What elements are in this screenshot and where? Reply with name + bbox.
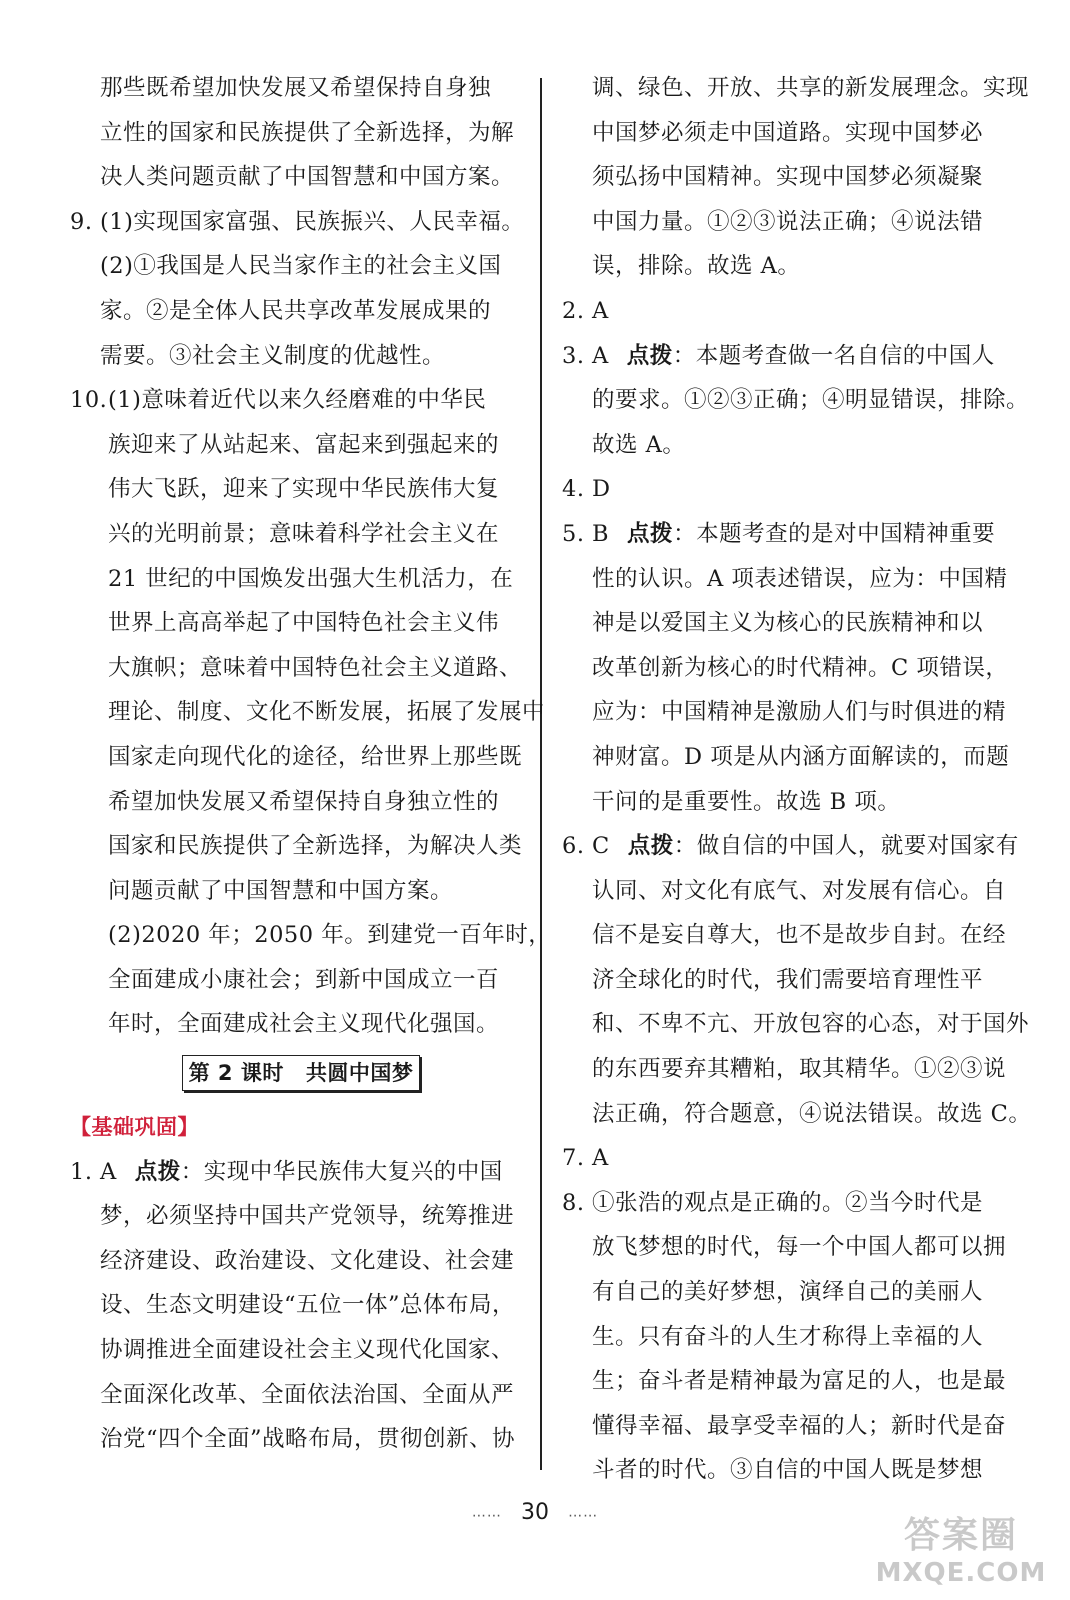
text-line: 治党“四个全面”战略布局，贯彻创新、协 [100,1426,516,1453]
text-line: 性的认识。A 项表述错误，应为：中国精 [592,565,1008,592]
text-line: 决人类问题贡献了中国智慧和中国方案。 [100,164,515,191]
answer-letter: A [100,1158,117,1185]
text-line: (2)①我国是人民当家作主的社会主义国 [100,253,502,280]
text-line: 协调推进全面建设社会主义现代化国家、 [100,1337,515,1364]
watermark-url: MXQE.COM [875,1558,1047,1588]
footer-dots-left: …… [471,1504,502,1521]
answer-letter: D [592,476,611,503]
text-line: 21 世纪的中国焕发出强大生机活力，在 [108,565,514,592]
text-line: 误，排除。故选 A。 [592,253,801,280]
text-line: 生。只有奋斗的人生才称得上幸福的人 [592,1323,984,1350]
lesson-name: 共圆中国梦 [305,1061,414,1086]
question-6-line [562,824,1019,869]
answer-letter: A [592,342,609,369]
text-line: 问题贡献了中国智慧和中国方案。 [108,877,454,904]
text-line: 济全球化的时代，我们需要培育理性平 [592,966,984,993]
text-line: 全面建成小康社会；到新中国成立一百 [108,966,500,993]
column-divider [540,78,542,1470]
text-line: 应为：中国精神是激励人们与时俱进的精 [592,699,1007,726]
text-line: 放飞梦想的时代，每一个中国人都可以拥 [592,1234,1007,1261]
text-line: 的要求。①②③正确；④明显错误，排除。 [592,387,1030,414]
answer-letter: A [592,297,609,324]
text-line: 世界上高高举起了中国特色社会主义伟 [108,610,500,637]
question-10-line [70,378,532,423]
text-line: 和、不卑不亢、开放包容的心态，对于国外 [592,1011,1030,1038]
question-number: 3. [562,342,585,369]
tip-label: 点拨 [627,520,674,547]
text-line: 中国梦必须走中国道路。实现中国梦必 [592,119,984,146]
text-line: 改革创新为核心的时代精神。C 项错误， [592,654,1009,681]
text-line: 全面深化改革、全面依法治国、全面从严 [100,1381,515,1408]
answer-letter: A [592,1145,609,1172]
text-line: 神是以爱国主义为核心的民族精神和以 [592,610,984,637]
text-line: 大旗帜；意味着中国特色社会主义道路、 [108,654,523,681]
question-number: 1. [70,1158,93,1185]
text-line: 认同、对文化有底气、对发展有信心。自 [592,877,1007,904]
answer-text: (1)实现国家富强、民族振兴、人民幸福。 [100,208,525,235]
question-2-line [562,289,1014,334]
lesson-title [182,1055,421,1091]
text-line: 故选 A。 [592,431,686,458]
text-line: 中国力量。①②③说法正确；④说法错 [592,208,984,235]
text-line: 干问的是重要性。故选 B 项。 [592,788,901,815]
tip-label: 点拨 [626,342,673,369]
answer-text: ：本题考查做一名自信的中国人 [672,342,995,369]
text-line: 国家和民族提供了全新选择，为解决人类 [108,833,523,860]
question-number: 10. [70,387,108,414]
answer-letter: C [592,833,610,860]
question-number: 5. [562,520,585,547]
text-line: 法正确，符合题意，④说法错误。故选 C。 [592,1100,1032,1127]
text-line: 信不是妄自尊大，也不是故步自封。在经 [592,922,1007,949]
question-number: 7. [562,1145,585,1172]
watermark-logo [866,1514,1056,1594]
answer-letter: B [592,520,610,547]
text-line: 年时，全面建成社会主义现代化强国。 [108,1011,500,1038]
text-line: 的东西要弃其糟粕，取其精华。①②③说 [592,1056,1007,1083]
right-column [562,66,1032,1493]
footer-dots-right: …… [568,1504,599,1521]
answer-text: ：实现中华民族伟大复兴的中国 [180,1158,503,1185]
lesson-title-container [70,1047,532,1105]
page-number: 30 [521,1500,549,1525]
question-4-line [562,467,1014,512]
text-line: 立性的国家和民族提供了全新选择，为解 [100,119,515,146]
question-5-line [562,512,1014,557]
question-number: 6. [562,833,585,860]
text-line: 理论、制度、文化不断发展，拓展了发展中 [108,699,546,726]
text-line: 斗者的时代。③自信的中国人既是梦想 [592,1457,984,1484]
text-line: 懂得幸福、最享受幸福的人；新时代是奋 [592,1412,1007,1439]
text-line: 神财富。D 项是从内涵方面解读的，而题 [592,743,1010,770]
section-tag: 【基础巩固】 [70,1115,199,1140]
answer-text: ①张浩的观点是正确的。②当今时代是 [592,1189,984,1216]
text-line: 伟大飞跃，迎来了实现中华民族伟大复 [108,476,500,503]
text-line: 兴的光明前景；意味着科学社会主义在 [108,520,500,547]
text-line: 希望加快发展又希望保持自身独立性的 [108,788,500,815]
text-line: 家。②是全体人民共享改革发展成果的 [100,297,492,324]
left-column [70,66,552,1462]
text-line: 梦，必须坚持中国共产党领导，统筹推进 [100,1203,515,1230]
question-1-line [70,1150,532,1195]
question-9-line [70,200,532,245]
text-line: 经济建设、政治建设、文化建设、社会建 [100,1247,515,1274]
text-line: 有自己的美好梦想，演绎自己的美丽人 [592,1279,984,1306]
answer-text: ：本题考查的是对中国精神重要 [673,520,996,547]
question-number: 2. [562,297,585,324]
text-line: 需要。③社会主义制度的优越性。 [100,342,446,369]
question-3-line [562,334,1014,379]
lesson-number: 第 2 课时 [188,1061,284,1086]
text-line: 族迎来了从站起来、富起来到强起来的 [108,431,500,458]
tip-label: 点拨 [627,833,674,860]
question-8-line [562,1181,1014,1226]
question-7-line [562,1136,1014,1181]
text-line: 那些既希望加快发展又希望保持自身独 [100,75,492,101]
text-line: (2)2020 年；2050 年。到建党一百年时， [108,922,552,949]
question-number: 8. [562,1189,585,1216]
watermark-title: 答案圈 [903,1515,1018,1556]
text-line: 设、生态文明建设“五位一体”总体布局， [100,1292,516,1319]
answer-text: (1)意味着近代以来久经磨难的中华民 [108,387,487,414]
question-number: 9. [70,208,93,235]
text-line: 国家走向现代化的途径，给世界上那些既 [108,743,523,770]
text-line: 调、绿色、开放、共享的新发展理念。实现 [592,75,1030,101]
question-number: 4. [562,476,585,503]
tip-label: 点拨 [134,1158,181,1185]
text-line: 生；奋斗者是精神最为富足的人，也是最 [592,1368,1007,1395]
answer-text: ：做自信的中国人，就要对国家有 [673,833,1019,860]
text-line: 须弘扬中国精神。实现中国梦必须凝聚 [592,164,984,191]
